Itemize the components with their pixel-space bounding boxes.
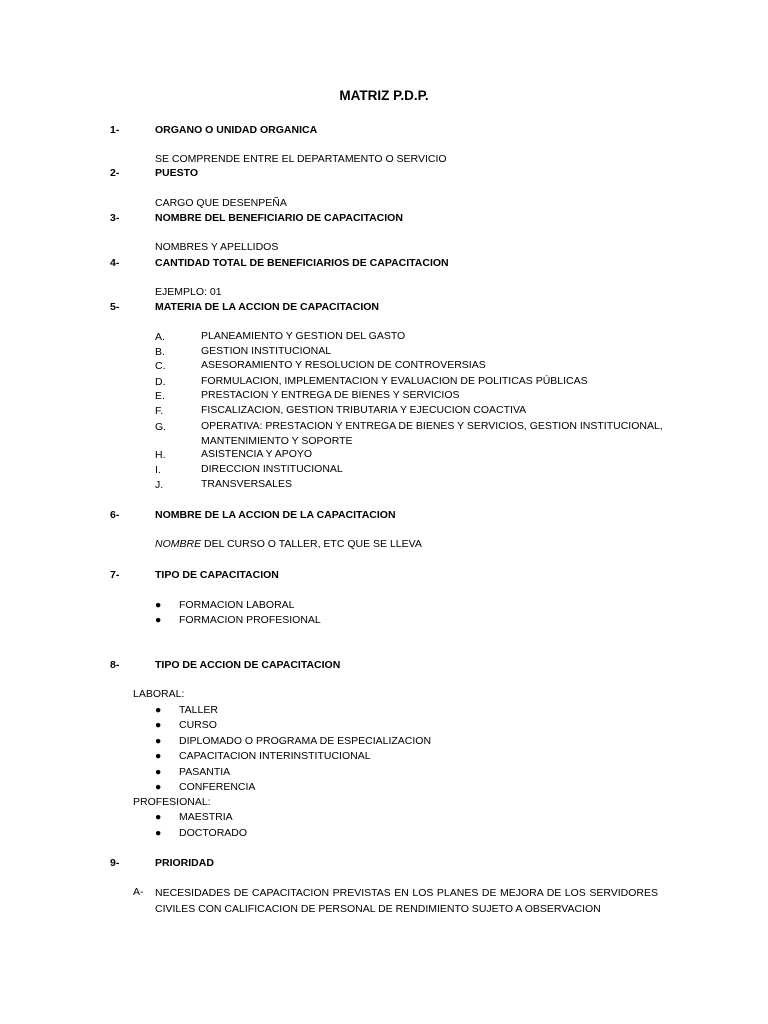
section-3-description: NOMBRES Y APELLIDOS xyxy=(155,241,279,253)
bullet-icon: ● xyxy=(155,827,162,839)
list-item: ASISTENCIA Y APOYO xyxy=(201,448,313,460)
section-5-number: 5- xyxy=(110,301,120,313)
list-item: PRESTACION Y ENTREGA DE BIENES Y SERVICIOS xyxy=(201,389,460,401)
list-item-letter: I. xyxy=(155,464,161,476)
list-item-letter: G. xyxy=(155,421,167,433)
bullet-icon: ● xyxy=(155,766,162,778)
list-item: TRANSVERSALES xyxy=(201,478,293,490)
list-item: ASESORAMIENTO Y RESOLUCION DE CONTROVERSIAS xyxy=(201,359,486,371)
list-item: CAPACITACION INTERINSTITUCIONAL xyxy=(179,750,371,762)
bullet-icon: ● xyxy=(155,704,162,716)
section-3-number: 3- xyxy=(110,212,120,224)
list-item: CONFERENCIA xyxy=(179,781,256,793)
section-3-heading: NOMBRE DEL BENEFICIARIO DE CAPACITACION xyxy=(155,212,403,224)
priority-item-text: NECESIDADES DE CAPACITACION PREVISTAS EN LOS PLANES DE MEJORA DE LOS SERVIDORES CIVILES CON CALIFICACION DE PERSONAL DE RENDIMIENTO SUJETO A OBSERVACION xyxy=(155,887,658,915)
section-9-number: 9- xyxy=(110,857,120,869)
list-item-letter: E. xyxy=(155,390,165,402)
section-9-heading: PRIORIDAD xyxy=(155,857,214,869)
group-label-laboral: LABORAL: xyxy=(133,688,185,700)
bullet-icon: ● xyxy=(155,811,162,823)
list-item-letter: D. xyxy=(155,376,166,388)
list-item-letter: B. xyxy=(155,346,165,358)
section-1-description: SE COMPRENDE ENTRE EL DEPARTAMENTO O SERVICIO xyxy=(155,153,447,165)
section-5-heading: MATERIA DE LA ACCION DE CAPACITACION xyxy=(155,301,379,313)
group-label-profesional: PROFESIONAL: xyxy=(133,796,211,808)
section-6-heading: NOMBRE DE LA ACCION DE LA CAPACITACION xyxy=(155,509,396,521)
list-item: DOCTORADO xyxy=(179,827,248,839)
list-item: DIRECCION INSTITUCIONAL xyxy=(201,463,343,475)
section-2-description: CARGO QUE DESENPEÑA xyxy=(155,197,287,209)
course-name-italic: NOMBRE xyxy=(155,538,202,550)
section-1-heading: ORGANO O UNIDAD ORGANICA xyxy=(155,124,318,136)
section-4-number: 4- xyxy=(110,257,120,269)
list-item: FORMULACION, IMPLEMENTACION Y EVALUACION DE POLITICAS PÚBLICAS xyxy=(201,375,588,387)
section-7-number: 7- xyxy=(110,569,120,581)
bullet-icon: ● xyxy=(155,614,162,626)
list-item: FORMACION LABORAL xyxy=(179,599,295,611)
section-4-description: EJEMPLO: 01 xyxy=(155,286,222,298)
list-item: CURSO xyxy=(179,719,217,731)
list-item: MAESTRIA xyxy=(179,811,233,823)
list-item: GESTION INSTITUCIONAL xyxy=(201,345,332,357)
list-item: OPERATIVA: PRESTACION Y ENTREGA DE BIENES Y SERVICIOS, GESTION INSTITUCIONAL, MANTENIMIENTO Y SOPORTE xyxy=(201,420,663,447)
course-description: DEL CURSO O TALLER, ETC QUE SE LLEVA xyxy=(201,538,422,550)
section-2-heading: PUESTO xyxy=(155,167,198,179)
list-item-letter: F. xyxy=(155,405,164,417)
bullet-icon: ● xyxy=(155,599,162,611)
page-title: MATRIZ P.D.P. xyxy=(339,88,429,103)
priority-item-label: A- xyxy=(133,886,144,898)
section-4-heading: CANTIDAD TOTAL DE BENEFICIARIOS DE CAPACITACION xyxy=(155,257,449,269)
list-item-letter: J. xyxy=(155,479,164,491)
bullet-icon: ● xyxy=(155,719,162,731)
list-item: FORMACION PROFESIONAL xyxy=(179,614,321,626)
bullet-icon: ● xyxy=(155,781,162,793)
section-8-heading: TIPO DE ACCION DE CAPACITACION xyxy=(155,659,341,671)
list-item: TALLER xyxy=(179,704,218,716)
list-item: DIPLOMADO O PROGRAMA DE ESPECIALIZACION xyxy=(179,735,432,747)
list-item-letter: H. xyxy=(155,449,166,461)
list-item-letter: C. xyxy=(155,360,166,372)
section-8-number: 8- xyxy=(110,659,120,671)
list-item: PASANTIA xyxy=(179,766,231,778)
list-item: PLANEAMIENTO Y GESTION DEL GASTO xyxy=(201,330,406,342)
list-item-letter: A. xyxy=(155,331,165,343)
list-item: FISCALIZACION, GESTION TRIBUTARIA Y EJECUCION COACTIVA xyxy=(201,404,527,416)
section-6-description xyxy=(155,538,422,550)
section-1-number: 1- xyxy=(110,124,120,136)
bullet-icon: ● xyxy=(155,735,162,747)
bullet-icon: ● xyxy=(155,750,162,762)
section-7-heading: TIPO DE CAPACITACION xyxy=(155,569,279,581)
section-2-number: 2- xyxy=(110,167,120,179)
section-6-number: 6- xyxy=(110,509,120,521)
